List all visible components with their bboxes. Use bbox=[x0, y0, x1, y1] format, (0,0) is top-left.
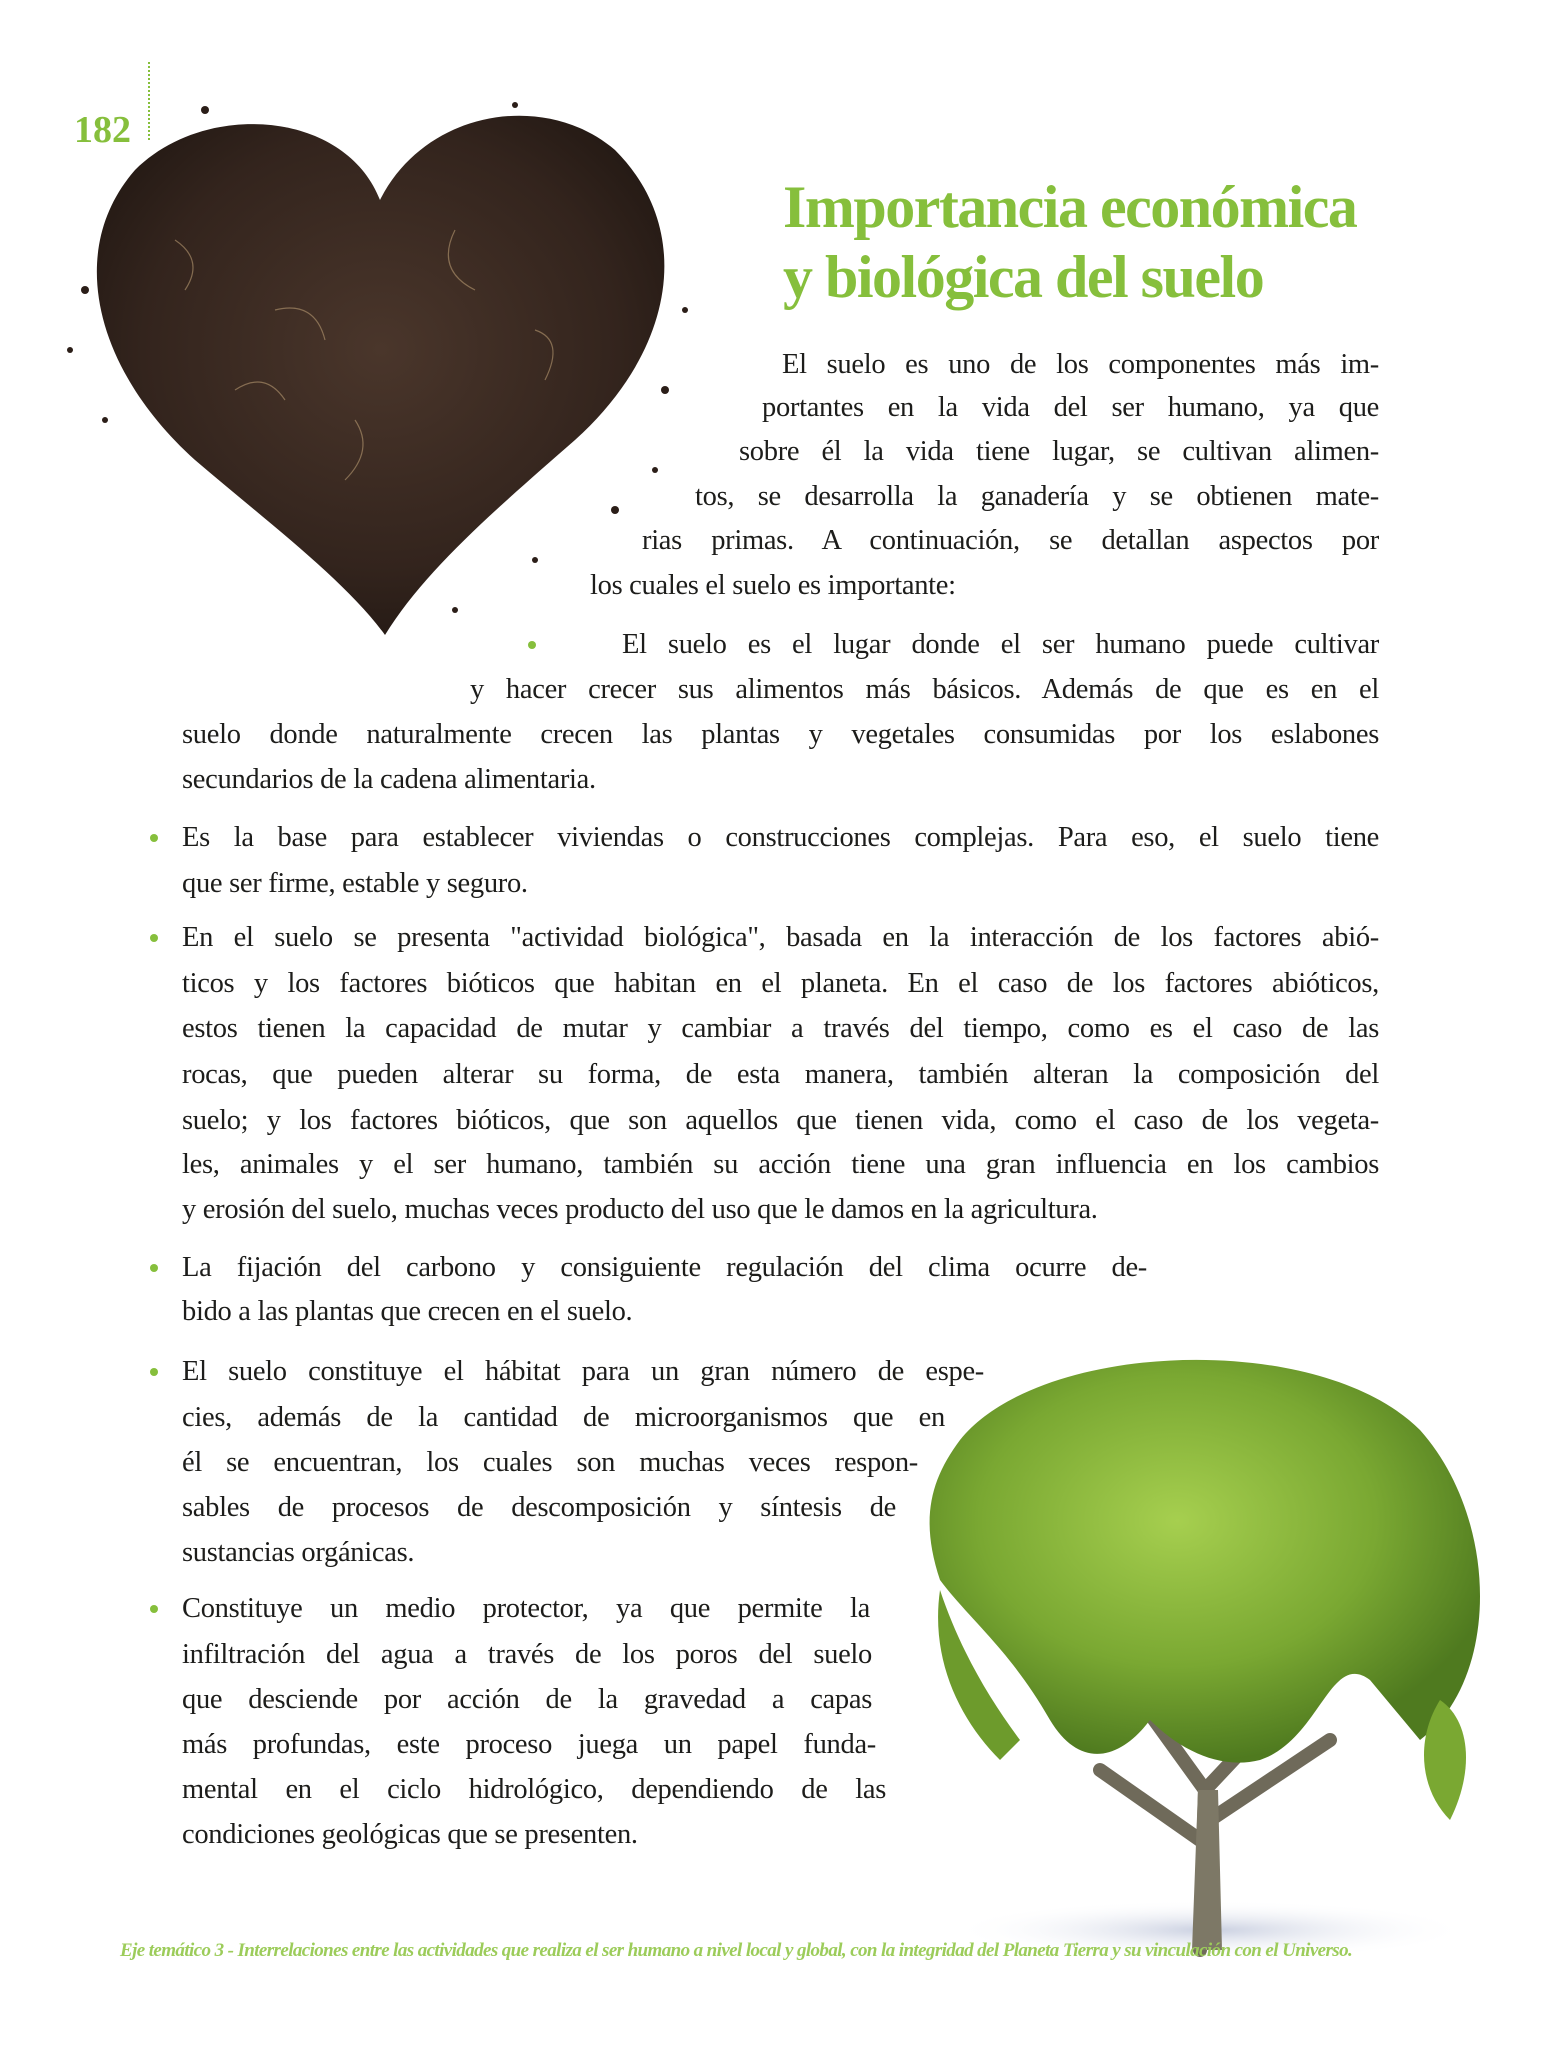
bullet-item-line: infiltración del agua a través de los poros del suelo bbox=[182, 1639, 872, 1670]
bullet-item-line: más profundas, este proceso juega un papel funda- bbox=[182, 1729, 876, 1760]
soil-heart-image bbox=[55, 90, 705, 650]
bullet-item-line: y hacer crecer sus alimentos más básicos. Además de que es en el bbox=[470, 674, 1379, 705]
title-line: y biológica del suelo bbox=[783, 244, 1264, 310]
bullet-item-line: El suelo es el lugar donde el ser humano puede cultivar bbox=[622, 629, 1379, 660]
title-line: Importancia económica bbox=[783, 174, 1357, 240]
bullet-item-line: El suelo constituye el hábitat para un gran número de espe- bbox=[182, 1356, 984, 1387]
bullet-item-line: les, animales y el ser humano, también su acción tiene una gran influencia en los cambios bbox=[182, 1149, 1379, 1180]
bullet-item-line: condiciones geológicas que se presenten. bbox=[182, 1819, 638, 1850]
page-title bbox=[783, 172, 1356, 312]
bullet-item-line: ticos y los factores bióticos que habitan en el planeta. En el caso de los factores abióticos, bbox=[182, 968, 1379, 999]
bullet-icon bbox=[150, 834, 158, 842]
bullet-item-line: cies, además de la cantidad de microorganismos que en bbox=[182, 1402, 945, 1433]
bullet-item-line: suelo donde naturalmente crecen las plantas y vegetales consumidas por los eslabones bbox=[182, 719, 1379, 750]
bullet-item-line: secundarios de la cadena alimentaria. bbox=[182, 764, 596, 795]
bullet-item-line: Es la base para establecer viviendas o construcciones complejas. Para eso, el suelo tiene bbox=[182, 822, 1379, 853]
bullet-item-line: mental en el ciclo hidrológico, dependiendo de las bbox=[182, 1774, 886, 1805]
bullet-item-line: rocas, que pueden alterar su forma, de esta manera, también alteran la composición del bbox=[182, 1059, 1379, 1090]
bullet-item-line: él se encuentran, los cuales son muchas veces respon- bbox=[182, 1447, 918, 1478]
bullet-item-line: que ser firme, estable y seguro. bbox=[182, 868, 528, 899]
bullet-item-line: bido a las plantas que crecen en el suelo. bbox=[182, 1296, 633, 1327]
bullet-icon bbox=[150, 1605, 158, 1613]
bullet-icon bbox=[528, 641, 536, 649]
bullet-icon bbox=[150, 1264, 158, 1272]
bullet-icon bbox=[150, 934, 158, 942]
intro-paragraph-line: tos, se desarrolla la ganadería y se obtienen mate- bbox=[695, 481, 1379, 512]
page-number: 182 bbox=[74, 109, 131, 151]
bullet-item-line: que desciende por acción de la gravedad a capas bbox=[182, 1684, 872, 1715]
bullet-item-line: estos tienen la capacidad de mutar y cambiar a través del tiempo, como es el caso de las bbox=[182, 1013, 1379, 1044]
bullet-item-line: sustancias orgánicas. bbox=[182, 1537, 415, 1568]
intro-paragraph-line: sobre él la vida tiene lugar, se cultivan alimen- bbox=[739, 436, 1379, 467]
bullet-item-line: sables de procesos de descomposición y síntesis de bbox=[182, 1492, 896, 1523]
intro-paragraph-line: rias primas. A continuación, se detallan aspectos por bbox=[642, 525, 1379, 556]
intro-paragraph-line: portantes en la vida del ser humano, ya que bbox=[762, 392, 1379, 423]
bullet-item-line: En el suelo se presenta "actividad biológica", basada en la interacción de los factores abió- bbox=[182, 922, 1379, 953]
intro-paragraph-line: El suelo es uno de los componentes más im- bbox=[782, 349, 1379, 380]
bullet-icon bbox=[150, 1368, 158, 1376]
tree-globe-image bbox=[900, 1320, 1520, 1960]
intro-paragraph-line: los cuales el suelo es importante: bbox=[590, 570, 956, 601]
bullet-item-line: Constituye un medio protector, ya que permite la bbox=[182, 1593, 870, 1624]
bullet-item-line: La fijación del carbono y consiguiente regulación del clima ocurre de- bbox=[182, 1252, 1147, 1283]
bullet-item-line: y erosión del suelo, muchas veces producto del uso que le damos en la agricultura. bbox=[182, 1194, 1098, 1225]
bullet-item-line: suelo; y los factores bióticos, que son aquellos que tienen vida, como el caso de los vegeta- bbox=[182, 1105, 1379, 1136]
footer-caption: Eje temático 3 - Interrelaciones entre las actividades que realiza el ser humano a nivel local y global, con la integridad del Planeta Tierra y su vinculación con el Universo. bbox=[120, 1940, 1353, 1961]
